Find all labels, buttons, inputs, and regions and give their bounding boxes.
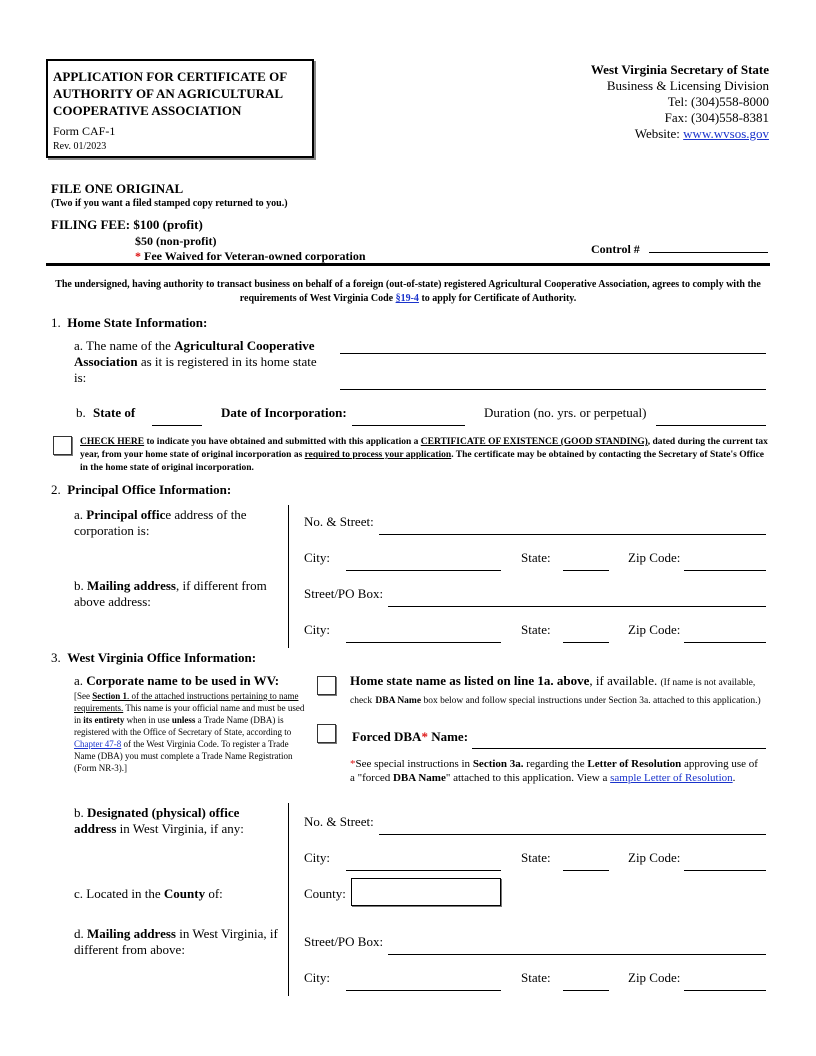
wv-mailing-zip-field[interactable] [684, 990, 766, 991]
s3d-bold: Mailing address [87, 926, 176, 941]
s2b-state-label: State: [521, 622, 551, 637]
county-field[interactable] [351, 878, 501, 906]
s3b-letter: b. [74, 805, 84, 820]
intro-statement [46, 278, 770, 306]
s3d-street-label: Street/PO Box: [304, 934, 384, 949]
s3a-t2: when in use [126, 715, 170, 725]
section-1-title: Home State Information: [67, 315, 208, 330]
s2a-street-label: No. & Street: [304, 514, 374, 529]
section-2-heading [51, 482, 231, 498]
wv-mailing-city-field[interactable] [346, 990, 501, 991]
office-website [591, 126, 769, 142]
mailing-street-field[interactable] [388, 606, 766, 607]
dba-name-bold: DBA Name [375, 696, 422, 706]
principal-state-field[interactable] [563, 570, 609, 571]
s3a-see: [See [74, 691, 90, 701]
s2a-post: e address of the corporation is: [74, 507, 247, 538]
s3c-bold: County [163, 886, 206, 901]
county-label: County: [304, 886, 346, 901]
s2b-bold: Mailing address [87, 578, 176, 593]
s3b-street-label: No. & Street: [304, 814, 374, 829]
required-text: required to process your application [304, 450, 452, 460]
s2a-label [74, 507, 274, 539]
duration-field[interactable] [656, 425, 766, 426]
s2a-city-label: City: [304, 550, 331, 565]
home-state-small: (If name is not available, check [350, 678, 756, 706]
forced-dba-text: Forced DBA [352, 729, 422, 744]
s3a-unless: unless [171, 715, 196, 725]
see-t2: regarding the [526, 758, 585, 770]
see-dba-name: DBA Name [392, 772, 446, 784]
certificate-text: CERTIFICATE OF EXISTENCE (GOOD STANDING) [420, 437, 648, 447]
s3c-pre: Located in the [86, 886, 161, 901]
see-t4: " attached to this application. View a [445, 772, 608, 784]
control-number-field[interactable] [649, 252, 768, 253]
intro-text-a: The undersigned, having authority to transact business on behalf of a foreign (out-of-state) registered Agricultural Cooperative Association, agrees to comply with the requirements of West Virginia Code [55, 279, 761, 304]
filing-fee-label: FILING FEE [51, 217, 126, 232]
s3a-name-req: . of the attached instructions pertaining to name requirements. [74, 691, 299, 713]
s3b-zip-label: Zip Code: [628, 850, 681, 865]
office-name: West Virginia Secretary of State [590, 62, 769, 77]
s1b-letter: b. [76, 405, 86, 420]
principal-street-field[interactable] [379, 534, 766, 535]
s3b-bold: Designated (physical) office address [74, 805, 240, 836]
date-incorporation-label: Date of Incorporation: [221, 405, 347, 420]
s1a-pre: The name of the [86, 338, 171, 353]
fee-nonprofit: $50 (non-profit) [135, 234, 217, 248]
mailing-zip-field[interactable] [684, 642, 766, 643]
s3d-label [74, 926, 284, 958]
principal-zip-field[interactable] [684, 570, 766, 571]
forced-dba-asterisk: * [421, 729, 428, 744]
certificate-note [80, 436, 768, 475]
s2a-bold: Principal offic [86, 507, 166, 522]
s2b-zip-label: Zip Code: [628, 622, 681, 637]
section-3-number: 3. [51, 650, 61, 665]
s3b-post: in West Virginia, if any: [119, 821, 244, 836]
section-3-title: West Virginia Office Information: [67, 650, 257, 665]
instructions-asterisk: * [350, 758, 356, 770]
s2a-state-label: State: [521, 550, 551, 565]
s3c-label [74, 886, 223, 902]
sample-letter-link[interactable]: sample Letter of Resolution [610, 772, 733, 784]
s2a-letter: a. [74, 507, 84, 522]
s3a-letter: a. [74, 673, 84, 688]
fee-waived-text: Fee Waived for Veteran-owned corporation [144, 249, 366, 263]
s2b-city-label: City: [304, 622, 331, 637]
s3b-city-label: City: [304, 850, 331, 865]
check-text-1: to indicate you have obtained and submitted with this application a [146, 437, 419, 447]
home-state-name-option [350, 673, 768, 709]
wv-city-field[interactable] [346, 870, 501, 871]
section-3-divider [288, 803, 289, 996]
asterisk: * [135, 249, 141, 263]
s3c-post: of: [208, 886, 223, 901]
s1a-post: as it is registered in its home state is: [74, 354, 317, 385]
home-state-bold: Home state name as listed on line 1a. above [350, 673, 590, 688]
forced-dba-name-label: Name: [431, 729, 469, 744]
s3a-instructions [74, 690, 309, 774]
check-here: CHECK HERE [80, 437, 145, 447]
see-t1: See special instructions in [355, 758, 471, 770]
home-state-post: , if available. [589, 673, 658, 688]
home-state-name-checkbox[interactable] [317, 676, 336, 695]
office-tel: Tel: (304)558-8000 [667, 94, 769, 109]
check-text-2: , dated during the current tax year, from your home state of original incorporation as [80, 437, 768, 460]
form-number: Form CAF-1 [53, 124, 116, 138]
s3a-t4: of the West Virginia Code. To register a Trade Name (DBA) you must complete a Trade Name Registration (Form NR-3).] [74, 739, 293, 773]
duration-label: Duration (no. yrs. or perpetual) [484, 405, 647, 420]
s3a-label [74, 673, 279, 689]
form-revision: Rev. 01/2023 [53, 141, 107, 152]
home-state-name-field-2[interactable] [340, 389, 766, 390]
section-2-title: Principal Office Information: [67, 482, 232, 497]
s3a-section: Section 1 [92, 691, 127, 701]
code-link[interactable]: §19-4 [395, 293, 419, 304]
section-1-number: 1. [51, 315, 61, 330]
title-box [46, 59, 314, 158]
s1a-label [74, 338, 324, 386]
certificate-existence-checkbox[interactable] [53, 436, 72, 455]
website-link[interactable]: www.wvsos.gov [683, 126, 769, 141]
state-of-label: State of [93, 405, 136, 420]
check-text-3: . The certificate may be obtained by contacting the Secretary of State's Office in the home state of original incorporation. [80, 450, 765, 473]
s3a-t3: a Trade Name (DBA) is registered with the Office of Secretary of State, according to [74, 715, 292, 737]
file-one-original: FILE ONE ORIGINAL [51, 181, 184, 196]
website-label: Website: [634, 126, 680, 141]
forced-dba-instructions [350, 757, 762, 785]
wv-zip-field[interactable] [684, 870, 766, 871]
s2b-street-label: Street/PO Box: [304, 586, 384, 601]
see-period: . [732, 772, 736, 784]
s2a-zip-label: Zip Code: [628, 550, 681, 565]
mailing-state-field[interactable] [563, 642, 609, 643]
s3a-entirety: its entirety [83, 715, 125, 725]
s3b-label [74, 805, 274, 837]
office-fax: Fax: (304)558-8381 [664, 110, 769, 125]
two-copies-note: (Two if you want a filed stamped copy returned to you.) [51, 198, 288, 209]
chapter-link[interactable]: Chapter 47-8 [74, 739, 122, 749]
wv-state-field[interactable] [563, 870, 609, 871]
filing-fee: FILING FEE: $100 (profit) [51, 217, 203, 232]
s3d-zip-label: Zip Code: [628, 970, 681, 985]
section-1-heading [51, 315, 207, 331]
section-3-heading [51, 650, 256, 666]
date-incorporation-field[interactable] [352, 425, 465, 426]
forced-dba-name-field[interactable] [472, 748, 766, 749]
s2b-letter: b. [74, 578, 84, 593]
s3b-state-label: State: [521, 850, 551, 865]
s3c-letter: c. [74, 886, 84, 901]
section-3a: Section 3a. [472, 758, 524, 770]
home-state-name-field-1[interactable] [340, 353, 766, 354]
control-label: Control # [591, 242, 640, 256]
home-state-small-2: box below and follow special instructions under Section 3a. attached to this application.) [423, 696, 761, 706]
s1a-letter: a. [74, 338, 84, 353]
forced-dba-label [352, 729, 468, 745]
s3d-post: in West Virginia, if different from above: [74, 926, 278, 957]
s3a-t1: This name is your official name and must be used in [74, 703, 305, 725]
s3d-state-label: State: [521, 970, 551, 985]
s3a-bold: Corporate name to be used in WV: [86, 673, 280, 688]
s3d-city-label: City: [304, 970, 331, 985]
state-of-field[interactable] [152, 425, 202, 426]
wv-mailing-state-field[interactable] [563, 990, 609, 991]
wv-mailing-street-field[interactable] [388, 954, 766, 955]
forced-dba-checkbox[interactable] [317, 724, 336, 743]
division-name: Business & Licensing Division [606, 78, 769, 93]
wv-street-field[interactable] [379, 834, 766, 835]
principal-city-field[interactable] [346, 570, 501, 571]
intro-text-b: to apply for Certificate of Authority. [421, 293, 577, 304]
s3d-letter: d. [74, 926, 84, 941]
fee-waived [135, 249, 366, 264]
divider-rule [46, 263, 770, 266]
s2b-label [74, 578, 284, 610]
letter-resolution: Letter of Resolution [587, 758, 682, 770]
form-title: APPLICATION FOR CERTIFICATE OF AUTHORITY OF AN AGRICULTURAL COOPERATIVE ASSOCIATION [53, 69, 287, 118]
section-2-divider [288, 505, 289, 648]
s1a-bold: Agricultural Cooperative Association [74, 338, 315, 369]
office-block [591, 62, 769, 142]
see-t3: approving use of a "forced [350, 758, 758, 784]
s2b-post: , if different from above address: [74, 578, 267, 609]
fee-profit: $100 (profit) [133, 217, 203, 232]
mailing-city-field[interactable] [346, 642, 501, 643]
section-2-number: 2. [51, 482, 61, 497]
